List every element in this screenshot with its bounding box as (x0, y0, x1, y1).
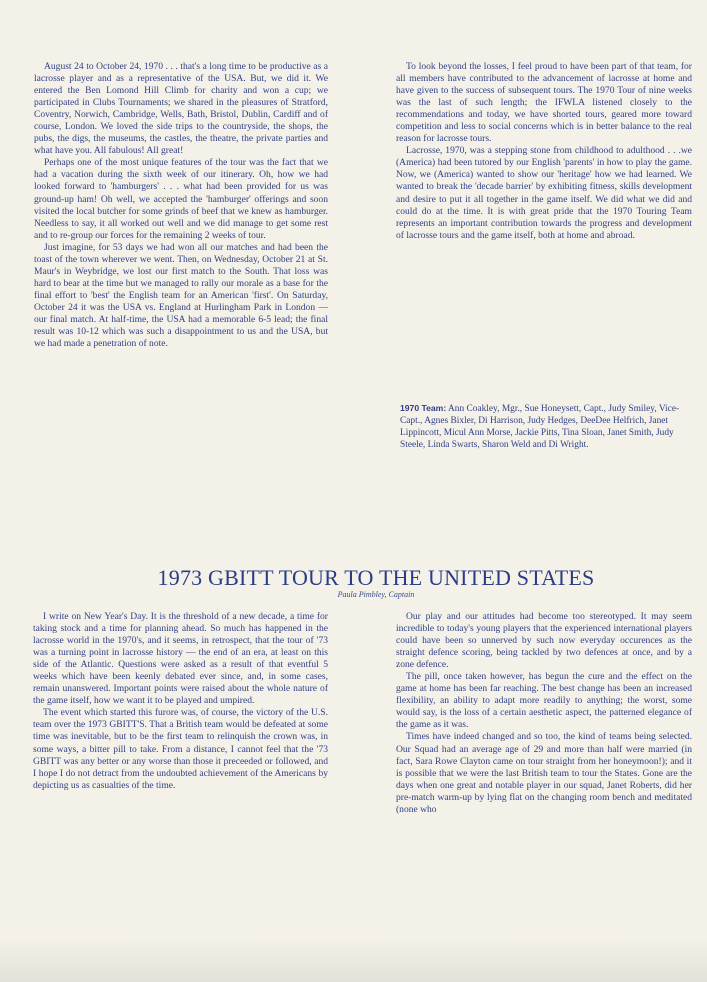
article2-column-right (396, 611, 692, 816)
article1-paragraph-5: Lacrosse, 1970, was a stepping stone from childhood to adulthood . . .we (America) had been tutored by our English 'parents' in how to play the game. Now, we (America) wanted to show our 'heritage' how we had learned. We wanted to break the 'decade barrier' by exhibiting fitness, skills development and desire to put it all together in the game itself. We did what we did and could do at the time. It is with great pride that the 1970 Touring Team represents an important contribution towards the progress and development of lacrosse tours and the game itself, both at home and abroad. (396, 145, 692, 241)
article2-paragraph-2: The event which started this furore was, of course, the victory of the U.S. team over the 1973 GBITT'S. That a British team would be defeated at some time was inevitable, but to be the first team to relinquish the crown was, in some ways, a bitter pill to take. From a distance, I cannot feel that the '73 GBITT was any better or any worse than those it preceeded or followed, and I hope I do not detract from the undoubted achievement of the Americans by depicting us as casualties of the time. (33, 707, 328, 791)
article1-column-left (34, 61, 328, 350)
team-roster-label: 1970 Team: (400, 403, 447, 413)
article2-column-left (33, 611, 328, 792)
article2-byline: Paula Pimbley, Captain (337, 590, 415, 599)
article1-paragraph-2: Perhaps one of the most unique features of the tour was the fact that we had a vacation during the sixth week of our itinerary. Oh, how we had looked forward to 'hamburgers' . . . what had been provided for us was ground-up ham! Oh well, we accepted the 'hamburger' offerings and soon visited the local butcher for some grinds of beef that we knew as hamburger. Needless to say, it all worked out well and we did manage to get some rest and to re-group our forces for the remaining 2 weeks of tour. (34, 157, 328, 241)
article2-paragraph-1: I write on New Year's Day. It is the threshold of a new decade, a time for taking stock and a time for planning ahead. So much has happened in the lacrosse world in the 1970's, and it seems, in retrospect, that the tour of '73 was a turning point in lacrosse history — the end of an era, at least on this side of the Atlantic. Questions were asked as a result of that eventful 5 weeks which have been keenly debated ever since, and, in some cases, remain unanswered. Important points were raised about the whole nature of the game itself, how we want it to be played and umpired. (33, 611, 328, 707)
article1-paragraph-3: Just imagine, for 53 days we had won all our matches and had been the toast of the town wherever we went. Then, on Wednesday, October 21 at St. Maur's in Weybridge, we lost our first match to the South. That loss was hard to bear at the time but we managed to rally our morale as a base for the final effort to 'best' the English team for an American 'first'. On Saturday, October 24 it was the USA vs. England at Hurlingham Park in London — our final match. At half-time, the USA had a memorable 6-5 lead; the final result was 10-12 which was such a disappointment to us and the USA, but we had made a penetration of note. (34, 241, 328, 350)
article1-column-right (396, 61, 692, 242)
bottom-shadow (0, 937, 707, 982)
team-roster-names: Ann Coakley, Mgr., Sue Honeysett, Capt., Judy Smiley, Vice-Capt., Agnes Bixler, Di Harrison, Judy Hedges, DeeDee Helfrich, Janet Lippincott, Micul Ann Morse, Jackie Pitts, Tina Sloan, Janet Smith, Judy Steele, Linda Swarts, Sharon Weld and Di Wright. (400, 404, 680, 451)
article2-paragraph-5: Times have indeed changed and so too, the kind of teams being selected. Our Squad had an average age of 29 and more than half were married (in fact, Sara Rowe Clayton came on tour straight from her honeymoon!); and it is possible that we were the last British team to tour the States. Gone are the days when one great and notable player in our squad, Janet Roberts, did her pre-match warm-up by lying flat on the changing room bench and meditated (none who (396, 731, 692, 815)
article1-paragraph-4: To look beyond the losses, I feel proud to have been part of that team, for all members have contributed to the advancement of lacrosse at home and have given to the success of subsequent tours. The 1970 Tour of nine weeks was the last of such length; the IFWLA listened closely to the recommendations and today, we have shorted tours, geared more toward competition and less to social concerns which is in better balance to the real reason for lacrosse tours. (396, 61, 692, 145)
article2-title: 1973 GBITT TOUR TO THE UNITED STATES (157, 565, 595, 590)
article2-paragraph-3: Our play and our attitudes had become too stereotyped. It may seem incredible to today's young players that the experienced international players could have been so unnerved by such now everyday occurences as the straight defence scoring, being tackled by two defences at once, and by a zone defence. (396, 611, 692, 671)
article1-paragraph-1: August 24 to October 24, 1970 . . . that's a long time to be productive as a lacrosse player and as a representative of the USA. But, we did it. We entered the Ben Lomond Hill Climb for charity and won a cup; we participated in Clubs Tournaments; we shared in the pleasures of Stratford, Coventry, Norwich, Cambridge, Wells, Bath, Bristol, Dublin, Cardiff and of course, London. We loved the side trips to the countryside, the shops, the pubs, the digs, the museums, the castles, the theatre, the private parties and what have you. All fabulous! All great! (34, 61, 328, 157)
team-roster (400, 402, 686, 451)
article2-paragraph-4: The pill, once taken however, has begun the cure and the effect on the game at home has been far reaching. The best change has been an increased flexibility, an ability to adapt more readily to anything; the worst, some would say, is the loss of a certain aesthetic aspect, the patterned elegance of the game as it was. (396, 671, 692, 731)
